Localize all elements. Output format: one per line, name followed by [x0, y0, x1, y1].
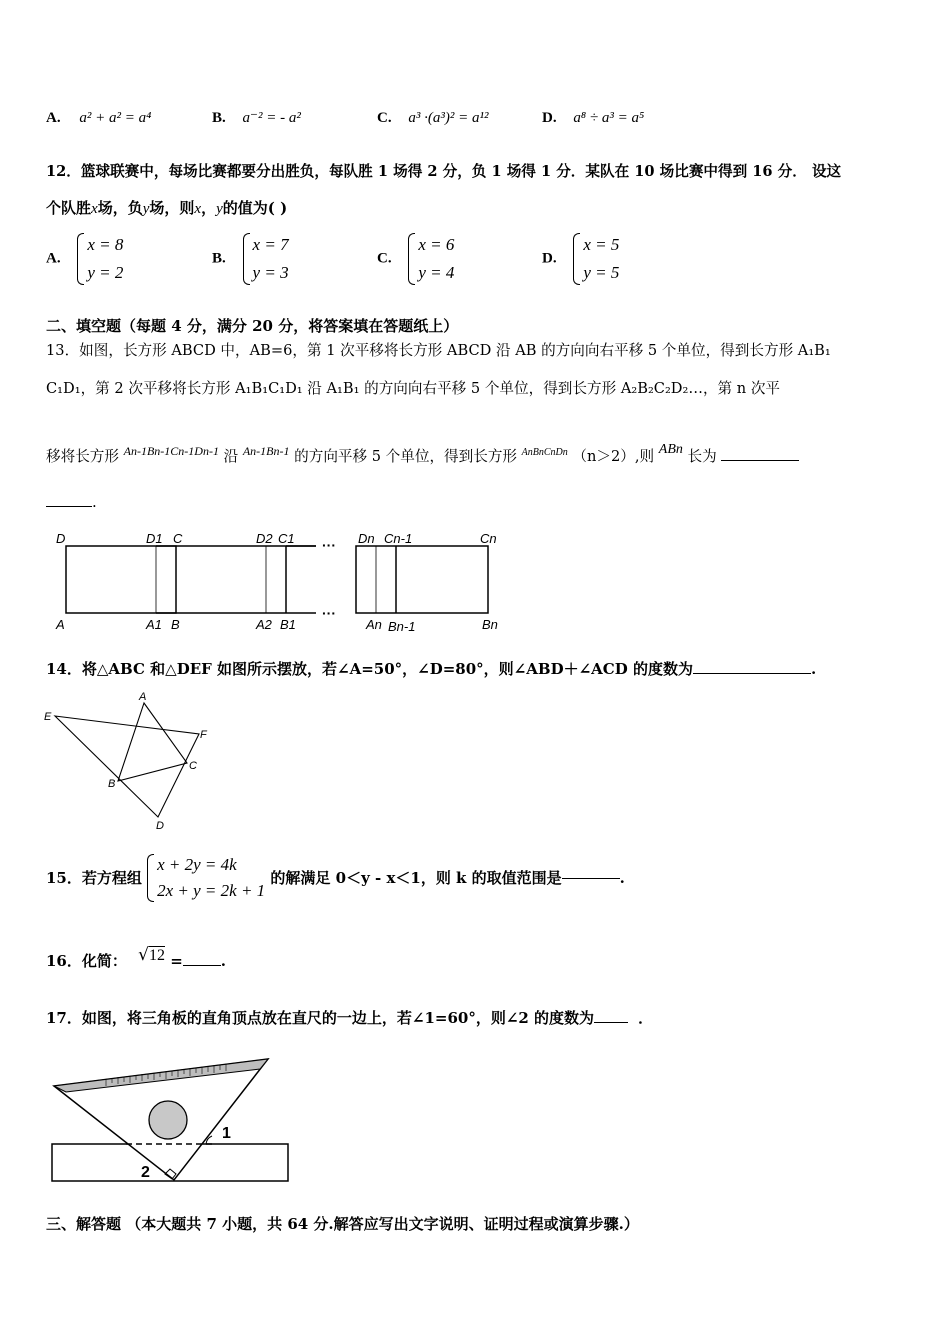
q13-line1: 13．如图，长方形 ABCD 中，AB=6，第 1 次平移将长方形 ABCD 沿 AB 的方向向右平移 5 个单位，得到长方形 A₁B₁	[46, 342, 831, 359]
var-y: y	[142, 201, 150, 217]
label-c1: C1	[278, 531, 295, 546]
q16-line	[46, 940, 226, 976]
equation: x = 7	[252, 235, 289, 254]
equation-system	[408, 231, 454, 287]
var-x: x	[91, 201, 98, 217]
label-d1: D1	[146, 531, 163, 546]
label-b: B	[108, 778, 116, 790]
seg-prev: An-1Bn-1	[242, 444, 290, 458]
period: .	[220, 952, 226, 970]
q15-suffix: 的解满足 0＜y - x＜1，则 k 的取值范围是	[270, 869, 562, 887]
q12-text: 的值为( )	[222, 199, 288, 217]
q17-question: 17．如图，将三角板的直角顶点放在直尺的一边上，若∠1=60°，则∠2 的度数为	[46, 1009, 595, 1027]
answer-blank[interactable]	[721, 460, 799, 461]
q14-text	[46, 659, 816, 679]
var-x: x	[194, 201, 202, 217]
q16-prefix: 16．化简：	[46, 952, 127, 970]
q12-option-d	[542, 231, 619, 287]
triangle-abc	[118, 703, 187, 781]
option-label: B.	[212, 110, 226, 126]
option-expr: a⁻² = - a²	[242, 110, 301, 126]
q11-option-b	[212, 108, 301, 127]
label-bn-1: Bn-1	[388, 619, 416, 634]
label-bn: Bn	[482, 617, 498, 632]
var-y: y	[216, 201, 223, 217]
radicand: 12	[148, 947, 165, 964]
seg-n: ABn	[658, 442, 683, 457]
option-label: A.	[46, 250, 61, 267]
equation: x = 6	[418, 235, 455, 254]
option-label: C.	[377, 110, 392, 126]
ellipsis-top: ···	[322, 537, 336, 553]
option-label: D.	[542, 250, 557, 267]
q17-line	[46, 1008, 653, 1028]
label-e: E	[44, 711, 52, 723]
label-f: F	[200, 729, 207, 741]
label-a2: A2	[256, 617, 272, 632]
equals: =	[170, 952, 183, 970]
ellipsis-bottom: ···	[322, 605, 336, 621]
equation-system	[147, 852, 265, 904]
rect-prev: An-1Bn-1Cn-1Dn-1	[123, 444, 219, 458]
q13-text: 移将长方形	[46, 448, 119, 465]
q13-line4	[46, 492, 97, 512]
answer-blank[interactable]	[594, 1022, 628, 1023]
radical-sign-icon: √	[138, 945, 149, 965]
equation: y = 5	[583, 263, 620, 282]
q13-text: 长为	[687, 448, 717, 465]
q13-text: 的方向平移 5 个单位，得到长方形	[294, 448, 518, 465]
q13-text: 沿	[223, 448, 239, 465]
equation: x + 2y = 4k	[157, 855, 237, 874]
period: .	[619, 869, 625, 887]
rect-n: AnBnCnDn	[521, 447, 568, 458]
sqrt-expression	[138, 940, 165, 971]
q13-line3	[46, 440, 799, 467]
option-expr: a² + a² = a⁴	[79, 110, 152, 126]
label-c: C	[173, 531, 183, 546]
q15-prefix: 15．若方程组	[46, 869, 142, 887]
q12-option-b	[212, 231, 289, 287]
label-cn-1: Cn-1	[384, 531, 413, 546]
triangle-hole	[149, 1101, 187, 1139]
option-expr: a³ ·(a³)² = a¹²	[408, 110, 489, 126]
option-label: B.	[212, 250, 226, 267]
answer-blank[interactable]	[46, 506, 92, 507]
label-d: D	[56, 531, 66, 546]
q12-line2	[46, 198, 287, 219]
section-3-heading: 三、解答题 （本大题共 7 小题，共 64 分.解答应写出文字说明、证明过程或演算步骤.）	[46, 1215, 639, 1233]
q15-line	[46, 852, 625, 904]
label-d2: D2	[256, 531, 273, 546]
label-d: D	[156, 820, 164, 832]
equation: y = 3	[252, 263, 289, 282]
label-c: C	[189, 760, 197, 772]
label-a1: A1	[146, 617, 162, 632]
q12-line1: 12．篮球联赛中，每场比赛都要分出胜负，每队胜 1 场得 2 分，负 1 场得 1 分．某队在 10 场比赛中得到 16 分． 设这	[46, 163, 842, 180]
rect-abcd	[66, 546, 176, 613]
answer-blank[interactable]	[562, 878, 620, 879]
option-expr: a⁸ ÷ a³ = a⁵	[573, 110, 645, 126]
label-dn: Dn	[358, 531, 375, 546]
period: ．	[638, 1009, 654, 1027]
q12-option-c	[377, 231, 454, 287]
q12-text: ，	[201, 199, 217, 217]
q11-option-a	[46, 108, 151, 127]
q11-option-d	[542, 108, 644, 127]
option-label: D.	[542, 110, 557, 126]
label-cn: Cn	[480, 531, 497, 546]
equation: y = 4	[418, 263, 455, 282]
equation: 2x + y = 2k + 1	[157, 881, 266, 900]
angle-2-label: 2	[141, 1164, 150, 1181]
equation: x = 5	[583, 235, 620, 254]
q17-ruler-triangle-figure	[46, 1052, 296, 1186]
period: .	[92, 493, 97, 511]
q13-rectangle-figure	[46, 526, 516, 638]
q14-question: 14．将△ABC 和△DEF 如图所示摆放，若∠A=50°，∠D=80°，则∠ABD＋∠ACD 的度数为	[46, 660, 693, 678]
label-b1: B1	[280, 617, 296, 632]
equation-system	[243, 231, 289, 287]
equation: y = 2	[87, 263, 124, 282]
label-a: A	[56, 617, 65, 632]
option-label: C.	[377, 250, 392, 267]
section-2-heading: 二、填空题（每题 4 分，满分 20 分，将答案填在答题纸上）	[46, 317, 459, 335]
q12-text: 场，负	[97, 199, 143, 217]
equation-system	[77, 231, 123, 287]
q11-option-c	[377, 108, 488, 127]
q14-triangles-figure	[40, 684, 230, 836]
q12-text: 场，则	[149, 199, 195, 217]
q12-text: 个队胜	[46, 199, 92, 217]
answer-blank[interactable]	[693, 673, 811, 674]
label-a: A	[139, 691, 147, 703]
q12-option-a	[46, 231, 123, 287]
q13-text: （n＞2）,则	[572, 448, 655, 465]
q13-line2: C₁D₁，第 2 次平移将长方形 A₁B₁C₁D₁ 沿 A₁B₁ 的方向向右平移 5 个单位，得到长方形 A₂B₂C₂D₂…，第 n 次平	[46, 380, 781, 397]
label-b: B	[171, 617, 180, 632]
period: .	[810, 660, 817, 678]
equation-system	[573, 231, 619, 287]
label-an: An	[366, 617, 382, 632]
option-label: A.	[46, 110, 61, 126]
angle-1-label: 1	[222, 1125, 231, 1142]
answer-blank[interactable]	[183, 965, 221, 966]
equation: x = 8	[87, 235, 124, 254]
triangle-def	[55, 716, 199, 817]
